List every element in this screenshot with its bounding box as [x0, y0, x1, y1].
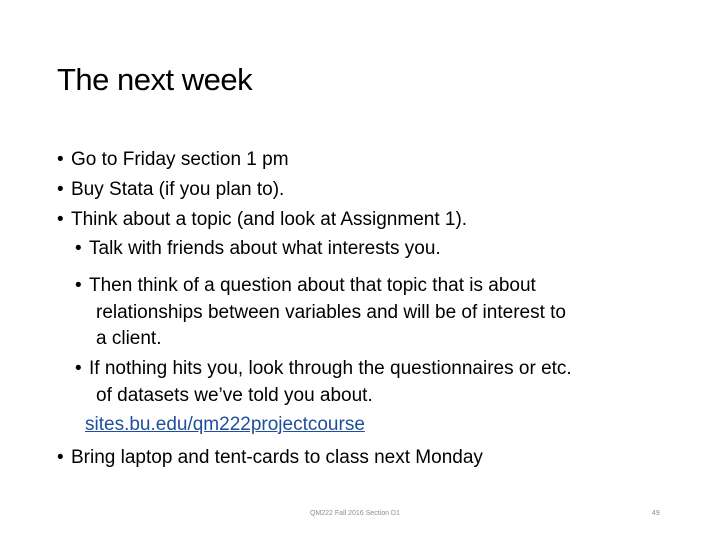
bullet-item	[57, 178, 284, 202]
bullet-text: Then think of a question about that topic that is about	[89, 275, 536, 296]
bullet-item	[57, 446, 483, 470]
bullet-glyph: •	[57, 179, 64, 200]
slide-title: The next week	[57, 62, 253, 97]
bullet-item	[57, 148, 289, 172]
bullet-text: Think about a topic (and look at Assignment 1).	[71, 209, 468, 230]
bullet-text-continuation: of datasets we’ve told you about.	[96, 385, 373, 406]
bullet-text: If nothing hits you, look through the questionnaires or etc.	[89, 358, 572, 379]
bullet-glyph: •	[57, 209, 64, 230]
bullet-text-continuation: a client.	[96, 328, 162, 349]
bullet-text: Talk with friends about what interests you.	[89, 238, 441, 259]
course-website-link[interactable]: sites.bu.edu/qm222projectcourse	[85, 414, 365, 435]
sub-bullet-item	[75, 274, 536, 298]
footer-course-label: QM222 Fall 2016 Section D1	[310, 510, 400, 517]
sub-bullet-item	[75, 237, 441, 261]
bullet-glyph: •	[57, 149, 64, 170]
footer-page-number: 49	[652, 510, 660, 517]
bullet-text: Buy Stata (if you plan to).	[71, 179, 285, 200]
bullet-text: Bring laptop and tent-cards to class next Monday	[71, 447, 483, 468]
bullet-item	[57, 208, 467, 232]
bullet-glyph: •	[75, 238, 82, 259]
bullet-glyph: •	[57, 447, 64, 468]
bullet-text-continuation: relationships between variables and will be of interest to	[96, 302, 566, 323]
bullet-glyph: •	[75, 358, 82, 379]
bullet-glyph: •	[75, 275, 82, 296]
sub-bullet-item	[75, 357, 572, 381]
bullet-text: Go to Friday section 1 pm	[71, 149, 289, 170]
